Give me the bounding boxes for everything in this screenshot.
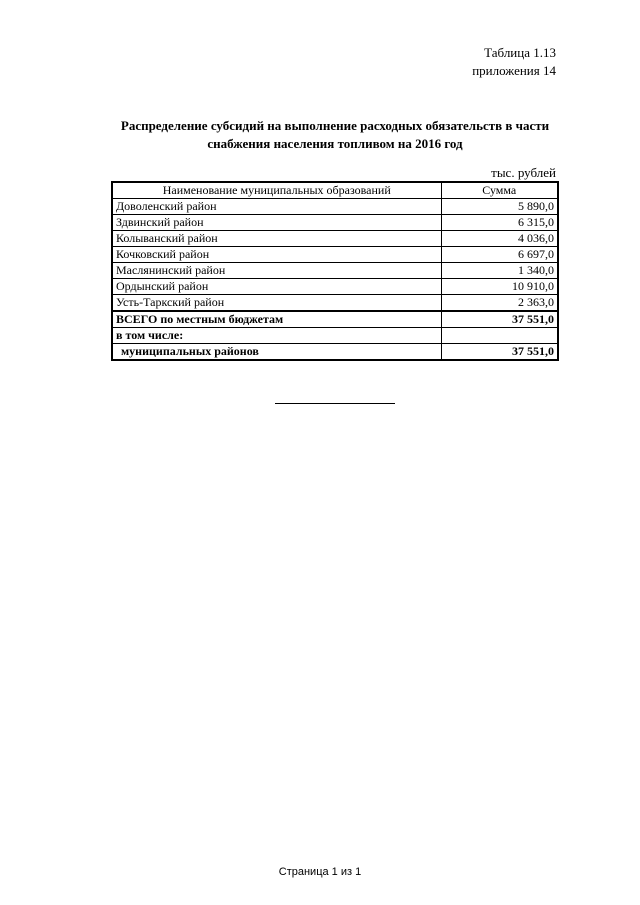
row-name: Усть-Таркский район [112,295,441,312]
row-sum: 5 890,0 [441,199,558,215]
row-sum: 6 315,0 [441,215,558,231]
including-row [112,328,558,344]
header-name: Наименование муниципальных образований [112,182,441,199]
municipal-sum: 37 551,0 [441,344,558,361]
municipal-row [112,344,558,361]
including-sum [441,328,558,344]
total-row [112,311,558,328]
appendix-number: приложения 14 [472,63,556,78]
table-row [112,231,558,247]
table-row [112,263,558,279]
table-row [112,215,558,231]
header-sum: Сумма [441,182,558,199]
table-row [112,199,558,215]
title-line-2: снабжения населения топливом на 2016 год [207,136,463,151]
row-name: Кочковский район [112,247,441,263]
subsidy-table [111,181,559,361]
row-sum: 10 910,0 [441,279,558,295]
table-reference [472,44,556,80]
table-row [112,247,558,263]
total-sum: 37 551,0 [441,311,558,328]
page-footer: Страница 1 из 1 [278,866,362,878]
row-name: Маслянинский район [112,263,441,279]
divider-line [275,403,395,404]
municipal-name: муниципальных районов [112,344,441,361]
row-name: Здвинский район [112,215,441,231]
units-label: тыс. рублей [491,165,556,180]
table-row [112,295,558,312]
row-sum: 6 697,0 [441,247,558,263]
row-name: Ордынский район [112,279,441,295]
table-header-row [112,182,558,199]
row-name: Колыванский район [112,231,441,247]
table-row [112,279,558,295]
title-line-1: Распределение субсидий на выполнение расходных обязательств в части [120,118,550,133]
document-title [90,117,580,153]
row-sum: 4 036,0 [441,231,558,247]
total-name: ВСЕГО по местным бюджетам [112,311,441,328]
row-sum: 1 340,0 [441,263,558,279]
including-label: в том числе: [112,328,441,344]
row-name: Доволенский район [112,199,441,215]
table-number: Таблица 1.13 [484,45,556,60]
row-sum: 2 363,0 [441,295,558,312]
